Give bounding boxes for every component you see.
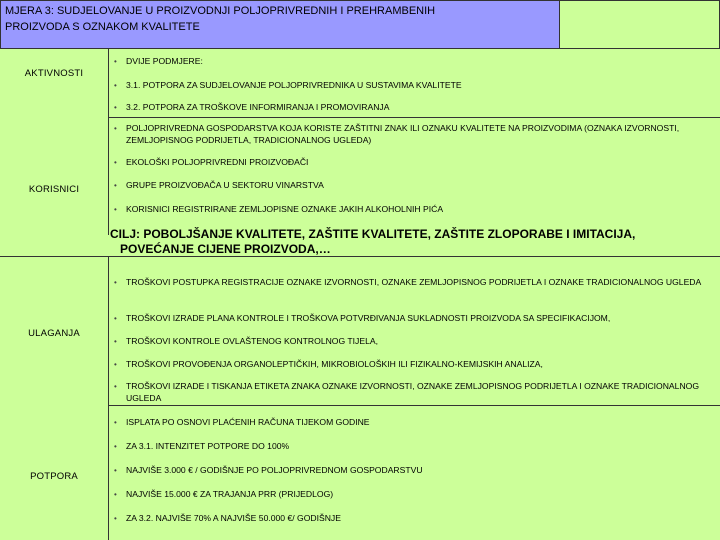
list-item: • NAJVIŠE 15.000 € ZA TRAJANJA PRR (PRIJEDLOG) <box>114 489 334 499</box>
row-label-ulaganja: ULAGANJA <box>28 328 80 339</box>
bullet-icon: • <box>114 418 117 427</box>
list-item: • DVIJE PODMJERE: <box>114 56 203 66</box>
bullet-icon: • <box>114 314 117 323</box>
list-item: • TROŠKOVI PROVOĐENJA ORGANOLEPTIČKIH, MIKROBIOLOŠKIH ILI FIZIKALNO-KEMIJSKIH ANALIZA, <box>114 359 543 369</box>
bullet-icon: • <box>114 57 117 66</box>
bullet-icon: • <box>114 103 117 112</box>
goal-statement <box>110 227 716 257</box>
list-item: • GRUPE PROIZVOĐAČA U SEKTORU VINARSTVA <box>114 180 324 190</box>
row-label-aktivnosti: AKTIVNOSTI <box>24 68 84 79</box>
bullet-icon: • <box>114 158 117 167</box>
bullet-icon: • <box>114 205 117 214</box>
bullet-icon: • <box>114 337 117 346</box>
list-item: • TROŠKOVI IZRADE PLANA KONTROLE I TROŠKOVA POTVRĐIVANJA SUKLADNOSTI PROIZVODA SA SPECIFIKACIJOM, <box>114 313 611 323</box>
row-label-korisnici: KORISNICI <box>28 184 80 195</box>
bullet-icon: • <box>114 124 117 133</box>
list-item: • TROŠKOVI IZRADE I TISKANJA ETIKETA ZNAKA OZNAKE IZVORNOSTI, OZNAKE ZEMLJOPISNOG PODRIJETLA I OZNAKE TRADICIONALNOG UGLEDA <box>114 381 700 403</box>
bullet-icon: • <box>114 490 117 499</box>
bullet-icon: • <box>114 360 117 369</box>
goal-line-2: POVEĆANJE CIJENE PROIZVODA,… <box>120 242 331 256</box>
bullet-icon: • <box>114 442 117 451</box>
slide-title <box>0 0 560 49</box>
list-item: • NAJVIŠE 3.000 € / GODIŠNJE PO POLJOPRIVREDNOM GOSPODARSTVU <box>114 465 423 475</box>
row-label-potpora: POTPORA <box>30 471 78 482</box>
bullet-icon: • <box>114 466 117 475</box>
title-line-1: MJERA 3: SUDJELOVANJE U PROIZVODNJI POLJOPRIVREDNIH I PREHRAMBENIH <box>5 5 436 17</box>
list-item: • 3.2. POTPORA ZA TROŠKOVE INFORMIRANJA I PROMOVIRANJA <box>114 102 390 112</box>
list-item: • ISPLATA PO OSNOVI PLAĆENIH RAČUNA TIJEKOM GODINE <box>114 417 370 427</box>
list-item: • TROŠKOVI KONTROLE OVLAŠTENOG KONTROLNOG TIJELA, <box>114 336 378 346</box>
list-item: • EKOLOŠKI POLJOPRIVREDNI PROIZVOĐAČI <box>114 157 309 167</box>
bullet-icon: • <box>114 278 117 287</box>
bullet-icon: • <box>114 181 117 190</box>
title-line-2: PROIZVODA S OZNAKOM KVALITETE <box>5 21 200 33</box>
header-blank-cell <box>560 0 720 49</box>
goal-line-1: CILJ: POBOLJŠANJE KVALITETE, ZAŠTITE KVALITETE, ZAŠTITE ZLOPORABE I IMITACIJA, <box>110 227 636 241</box>
list-item: • TROŠKOVI POSTUPKA REGISTRACIJE OZNAKE IZVORNOSTI, OZNAKE ZEMLJOPISNOG PODRIJETLA I OZNAKE TRADICIONALNOG UGLEDA <box>114 277 702 287</box>
row-divider-aktivnosti <box>108 117 720 118</box>
list-item: • ZA 3.1. INTENZITET POTPORE DO 100% <box>114 441 290 451</box>
bullet-icon: • <box>114 382 117 391</box>
bullet-icon: • <box>114 81 117 90</box>
row-divider-ulaganja <box>108 405 720 406</box>
list-item: • ZA 3.2. NAJVIŠE 70% A NAJVIŠE 50.000 €/ GODIŠNJE <box>114 513 341 523</box>
bullet-icon: • <box>114 514 117 523</box>
list-item: • KORISNICI REGISTRIRANE ZEMLJOPISNE OZNAKE JAKIH ALKOHOLNIH PIĆA <box>114 204 444 214</box>
column-divider-top <box>108 49 109 235</box>
column-divider-bottom <box>108 256 109 540</box>
list-item: • 3.1. POTPORA ZA SUDJELOVANJE POLJOPRIVREDNIKA U SUSTAVIMA KVALITETE <box>114 80 462 90</box>
list-item: • POLJOPRIVREDNA GOSPODARSTVA KOJA KORISTE ZAŠTITNI ZNAK ILI OZNAKU KVALITETE NA PROIZVODIMA (OZNAKA IZVORNOSTI, ZEMLJOPISNOG PODRIJETLA, TRADICIONALNOG UGLEDA) <box>114 123 680 145</box>
